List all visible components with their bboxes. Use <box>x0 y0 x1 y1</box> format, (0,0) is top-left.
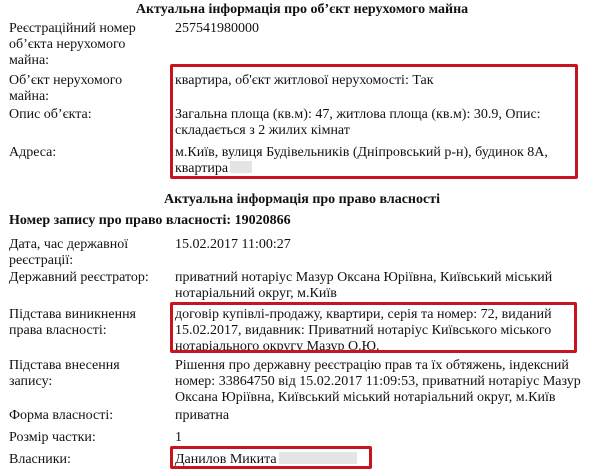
entry-basis-label: Підстава внесення запису: <box>9 358 120 389</box>
apartment-redaction <box>230 161 252 173</box>
property-section-heading: Актуальна інформація про об’єкт нерухомого майна <box>135 2 469 17</box>
ownership-form-value: приватна <box>175 408 230 423</box>
registration-datetime-label: Дата, час державної реєстрації: <box>9 237 129 268</box>
registration-datetime-value: 15.02.2017 11:00:27 <box>175 237 291 252</box>
owners-label: Власники: <box>9 452 71 467</box>
ownership-basis-label: Підстава виникнення права власності: <box>9 307 136 338</box>
ownership-basis-value: договір купівлі-продажу, квартири, серія та номер: 72, виданий 15.02.2017, видавник: Приватний нотаріус Київського міського нотаріального округу Мазур О.Ю. <box>175 307 552 354</box>
registrar-value: приватний нотаріус Мазур Оксана Юріївна, Київський міський нотаріальний округ, м.Київ <box>175 270 553 301</box>
address-label: Адреса: <box>9 145 57 160</box>
share-size-value: 1 <box>175 430 182 445</box>
ownership-form-label: Форма власності: <box>9 408 114 423</box>
owners-value: Данилов Микита <box>175 452 595 468</box>
entry-basis-value: Рішення про державну реєстрацію прав та їх обтяжень, індексний номер: 33864750 від 15.02.2017 11:09:53, приватний нотаріус Мазур Оксана Юріївна, Київський міський нотаріальний округ, м.Київ <box>175 358 581 405</box>
share-size-label: Розмір частки: <box>9 430 96 445</box>
registrar-label: Державний реєстратор: <box>9 270 149 285</box>
object-description-label: Опис об’єкта: <box>9 107 92 122</box>
owner-name-redaction <box>279 452 357 464</box>
property-object-label: Об’єкт нерухомого майна: <box>9 73 123 104</box>
object-description-value: Загальна площа (кв.м): 47, житлова площа (кв.м): 30.9, Опис: складається з 2 жилих кімнат <box>175 107 541 138</box>
registration-number-label: Реєстраційний номер об’єкта нерухомого майна: <box>9 21 136 68</box>
registration-number-value: 257541980000 <box>175 21 259 36</box>
property-object-value: квартира, об'єкт житлової нерухомості: Так <box>175 73 434 88</box>
ownership-record-title: Номер запису про право власності: 19020866 <box>9 213 291 228</box>
address-value: м.Київ, вулиця Будівельників (Дніпровський р-н), будинок 8А, квартира <box>175 145 548 176</box>
ownership-section-heading: Актуальна інформація про право власності <box>164 192 440 207</box>
